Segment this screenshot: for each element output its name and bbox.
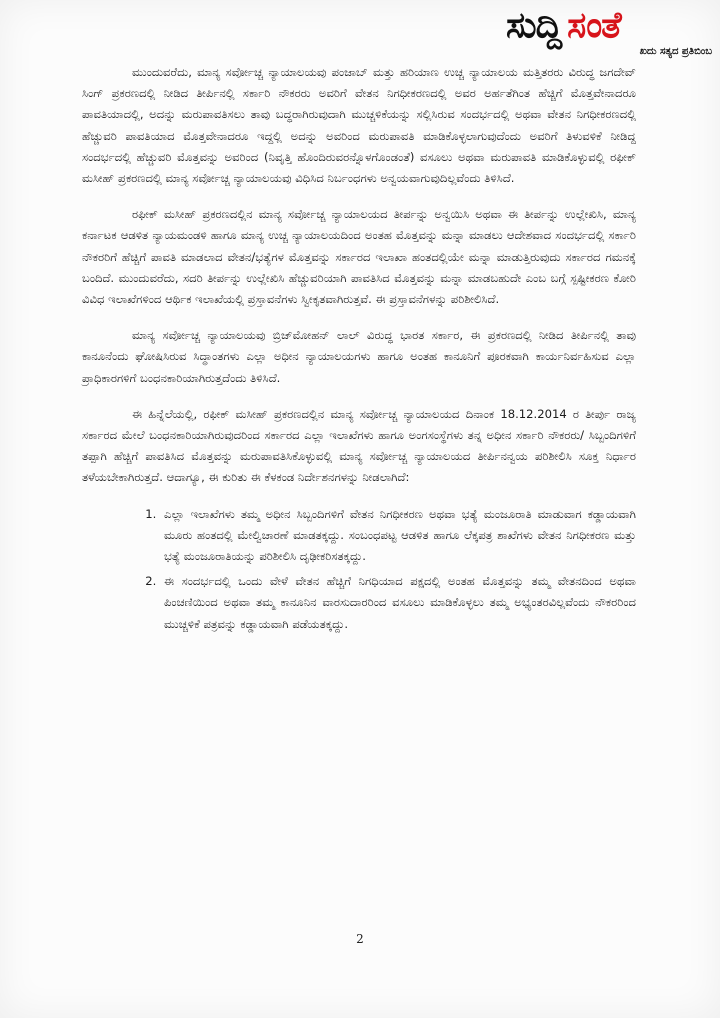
direction-item-1: 1. ಎಲ್ಲಾ ಇಲಾಖೆಗಳು ತಮ್ಮ ಅಧೀನ ಸಿಬ್ಬಂದಿಗಳಿಗೆ ವೇತನ ನಿಗಧೀಕರಣ ಅಥವಾ ಭತ್ಯೆ ಮಂಜೂರಾತಿ ಮಾಡುವಾಗ ಕಡ್ಡಾಯವಾಗಿ ಮೂರು ಹಂತದಲ್ಲಿ ಮೇಲ್ವಿಚಾರಣೆ ಮಾಡತಕ್ಕದ್ದು. ಸಂಬಂಧಪಟ್ಟ ಆಡಳಿತ ಹಾಗೂ ಲೆಕ್ಕಪತ್ರ ಶಾಖೆಗಳು ವೇತನ ನಿಗಧೀಕರಣ ಮತ್ತು ಭತ್ಯೆ ಮಂಜೂರಾತಿಯನ್ನು ಪರಿಶೀಲಿಸಿ ದೃಢೀಕರಿಸತಕ್ಕದ್ದು.	[160, 504, 636, 568]
directions-list	[82, 504, 636, 635]
sudhi-sante-logo	[506, 6, 714, 64]
direction-item-2: 2. ಈ ಸಂದರ್ಭದಲ್ಲಿ ಒಂದು ವೇಳೆ ವೇತನ ಹೆಚ್ಚಿಗೆ ನಿಗಧಿಯಾದ ಪಕ್ಷದಲ್ಲಿ ಅಂತಹ ಮೊತ್ತವನ್ನು ತಮ್ಮ ವೇತನದಿಂದ ಅಥವಾ ಪಿಂಚಣಿಯಿಂದ ಅಥವಾ ತಮ್ಮ ಕಾನೂನಿನ ವಾರಸುದಾರರಿಂದ ವಸೂಲು ಮಾಡಿಕೊಳ್ಳಲು ತಮ್ಮ ಅಭ್ಯಂತರವಿಲ್ಲವೆಂದು ನೌಕರರಿಂದ ಮುಚ್ಚಳಿಕೆ ಪತ್ರವನ್ನು ಕಡ್ಡಾಯವಾಗಿ ಪಡೆಯತಕ್ಕದ್ದು.	[160, 571, 636, 635]
paragraph-4: ಈ ಹಿನ್ನೆಲೆಯಲ್ಲಿ, ರಫೀಕ್ ಮಸೀಹ್ ಪ್ರಕರಣದಲ್ಲಿನ ಮಾನ್ಯ ಸರ್ವೋಚ್ಚ ನ್ಯಾಯಾಲಯದ ದಿನಾಂಕ 18.12.2014 ರ ತೀರ್ಪು ರಾಜ್ಯ ಸರ್ಕಾರದ ಮೇಲೆ ಬಂಧನಕಾರಿಯಾಗಿರುವುದರಿಂದ ಸರ್ಕಾರದ ಎಲ್ಲಾ ಇಲಾಖೆಗಳು ಹಾಗೂ ಅಂಗಸಂಸ್ಥೆಗಳು ತನ್ನ ಅಧೀನ ಸರ್ಕಾರಿ ನೌಕರರು/ ಸಿಬ್ಬಂದಿಗಳಿಗೆ ತಪ್ಪಾಗಿ ಹೆಚ್ಚಿಗೆ ಪಾವತಿಸಿದ ಮೊತ್ತವನ್ನು ಮರುಪಾವತಿಸಿಕೊಳ್ಳುವಲ್ಲಿ ಮಾನ್ಯ ಸರ್ವೋಚ್ಚ ನ್ಯಾಯಾಲಯದ ತೀರ್ಪಿನನ್ವಯ ಪರಿಶೀಲಿಸಿ ಸೂಕ್ತ ನಿರ್ಧಾರ ತಳೆಯಬೇಕಾಗಿರುತ್ತದೆ. ಆದಾಗ್ಯೂ, ಈ ಕುರಿತು ಈ ಕೆಳಕಂಡ ನಿರ್ದೇಶನಗಳನ್ನು ನೀಡಲಾಗಿದೆ:	[82, 406, 636, 485]
logo-word-2: ಸಂತೆ	[567, 5, 621, 46]
paragraph-1: ಮುಂದುವರೆದು, ಮಾನ್ಯ ಸರ್ವೋಚ್ಚ ನ್ಯಾಯಾಲಯವು ಪಂಜಾಬ್ ಮತ್ತು ಹರಿಯಾಣ ಉಚ್ಚ ನ್ಯಾಯಾಲಯ ಮತ್ತಿತರರು ವಿರುದ್ಧ ಜಗದೇವ್ ಸಿಂಗ್ ಪ್ರಕರಣದಲ್ಲಿ ನೀಡಿದ ತೀರ್ಪಿನಲ್ಲಿ ಸರ್ಕಾರಿ ನೌಕರರು ಅವರಿಗೆ ವೇತನ ನಿಗಧೀಕರಣದಲ್ಲಿ ಅವರ ಅರ್ಹತೆಗಿಂತ ಹೆಚ್ಚಿಗೆ ಮೊತ್ತವೇನಾದರೂ ಪಾವತಿಯಾದಲ್ಲಿ, ಅದನ್ನು ಮರುಪಾವತಿಸಲು ತಾವು ಬದ್ಧರಾಗಿರುವುದಾಗಿ ಮುಚ್ಚಳಿಕೆಯನ್ನು ಸಲ್ಲಿಸಿರುವ ಸಂದರ್ಭದಲ್ಲಿ ಅಥವಾ ವೇತನ ನಿಗಧೀಕರಣದಲ್ಲಿ ಹೆಚ್ಚುವರಿ ಪಾವತಿಯಾದ ಮೊತ್ತವೇನಾದರೂ ಇದ್ದಲ್ಲಿ ಅದನ್ನು ಅವರಿಂದ ಮರುಪಾವತಿ ಮಾಡಿಕೊಳ್ಳಲಾಗುವುದೆಂದು ಅವರಿಗೆ ತಿಳುವಳಿಕೆ ನೀಡಿದ್ದ ಸಂದರ್ಭದಲ್ಲಿ ಹೆಚ್ಚುವರಿ ಮೊತ್ತವನ್ನು ಅವರಿಂದ (ನಿವೃತ್ತಿ ಹೊಂದಿರುವರನ್ನೊಳಗೊಂಡಂತೆ) ವಸೂಲು ಅಥವಾ ಮರುಪಾವತಿ ಮಾಡಿಕೊಳ್ಳುವಲ್ಲಿ ರಫೀಕ್ ಮಸೀಹ್ ಪ್ರಕರಣದಲ್ಲಿ ಮಾನ್ಯ ಸರ್ವೋಚ್ಚ ನ್ಯಾಯಾಲಯವು ವಿಧಿಸಿದ ನಿರ್ಬಂಧಗಳು ಅನ್ವಯವಾಗುವುದಿಲ್ಲವೆಂದು ತಿಳಿಸಿದೆ.	[82, 65, 636, 186]
page-number: 2	[356, 932, 364, 946]
paragraph-3: ಮಾನ್ಯ ಸರ್ವೋಚ್ಚ ನ್ಯಾಯಾಲಯವು ಬ್ರಿಜ್‌ಮೋಹನ್ ಲಾಲ್ ವಿರುದ್ಧ ಭಾರತ ಸರ್ಕಾರ, ಈ ಪ್ರಕರಣದಲ್ಲಿ ನೀಡಿದ ತೀರ್ಪಿನಲ್ಲಿ ತಾವು ಕಾನೂನೆಂದು ಘೋಷಿಸಿರುವ ಸಿದ್ಧಾಂತಗಳು ಎಲ್ಲಾ ಅಧೀನ ನ್ಯಾಯಾಲಯಗಳು ಹಾಗೂ ಅಂತಹ ಕಾನೂನಿಗೆ ಪೂರಕವಾಗಿ ಕಾರ್ಯನಿರ್ವಹಿಸುವ ಎಲ್ಲಾ ಪ್ರಾಧಿಕಾರಗಳಿಗೆ ಬಂಧನಕಾರಿಯಾಗಿರುತ್ತದೆಂದು ತಿಳಿಸಿದೆ.	[82, 328, 636, 385]
logo-word-1: ಸುದ್ದಿ	[506, 5, 562, 46]
paragraph-2: ರಫೀಕ್ ಮಸೀಹ್ ಪ್ರಕರಣದಲ್ಲಿನ ಮಾನ್ಯ ಸರ್ವೋಚ್ಚ ನ್ಯಾಯಾಲಯದ ತೀರ್ಪನ್ನು ಅನ್ವಯಿಸಿ ಅಥವಾ ಈ ತೀರ್ಪನ್ನು ಉಲ್ಲೇಖಿಸಿ, ಮಾನ್ಯ ಕರ್ನಾಟಕ ಆಡಳಿತ ನ್ಯಾಯಮಂಡಳಿ ಹಾಗೂ ಮಾನ್ಯ ಉಚ್ಚ ನ್ಯಾಯಾಲಯದಿಂದ ಅಂತಹ ಮೊತ್ತವನ್ನು ಮನ್ನಾ ಮಾಡಲು ಆದೇಶವಾದ ಸಂದರ್ಭದಲ್ಲಿ ಸರ್ಕಾರಿ ನೌಕರರಿಗೆ ಹೆಚ್ಚಿಗೆ ಪಾವತಿ ಮಾಡಲಾದ ವೇತನ/ಭತ್ಯೆಗಳ ಮೊತ್ತವನ್ನು ಸರ್ಕಾರದ ಇಲಾಖಾ ಹಂತದಲ್ಲಿಯೇ ಮನ್ನಾ ಮಾಡುತ್ತಿರುವುದು ಸರ್ಕಾರದ ಗಮನಕ್ಕೆ ಬಂದಿದೆ. ಮುಂದುವರೆದು, ಸದರಿ ತೀರ್ಪನ್ನು ಉಲ್ಲೇಖಿಸಿ ಹೆಚ್ಚುವರಿಯಾಗಿ ಪಾವತಿಸಿದ ಮೊತ್ತವನ್ನು ಮನ್ನಾ ಮಾಡಬಹುದೇ ಎಂಬ ಬಗ್ಗೆ ಸ್ಪಷ್ಟೀಕರಣ ಕೋರಿ ವಿವಿಧ ಇಲಾಖೆಗಳಿಂದ ಆರ್ಥಿಕ ಇಲಾಖೆಯಲ್ಲಿ ಪ್ರಸ್ತಾವನೆಗಳು ಸ್ವೀಕೃತವಾಗಿರುತ್ತವೆ. ಈ ಪ್ರಸ್ತಾವನೆಗಳನ್ನು ಪರಿಶೀಲಿಸಿದೆ.	[82, 207, 637, 307]
logo-tagline: ಖದು ಸತ್ಯದ ಪ್ರತಿಬಿಂಬ	[639, 46, 712, 57]
logo-title	[506, 6, 621, 46]
document-body	[82, 62, 636, 639]
